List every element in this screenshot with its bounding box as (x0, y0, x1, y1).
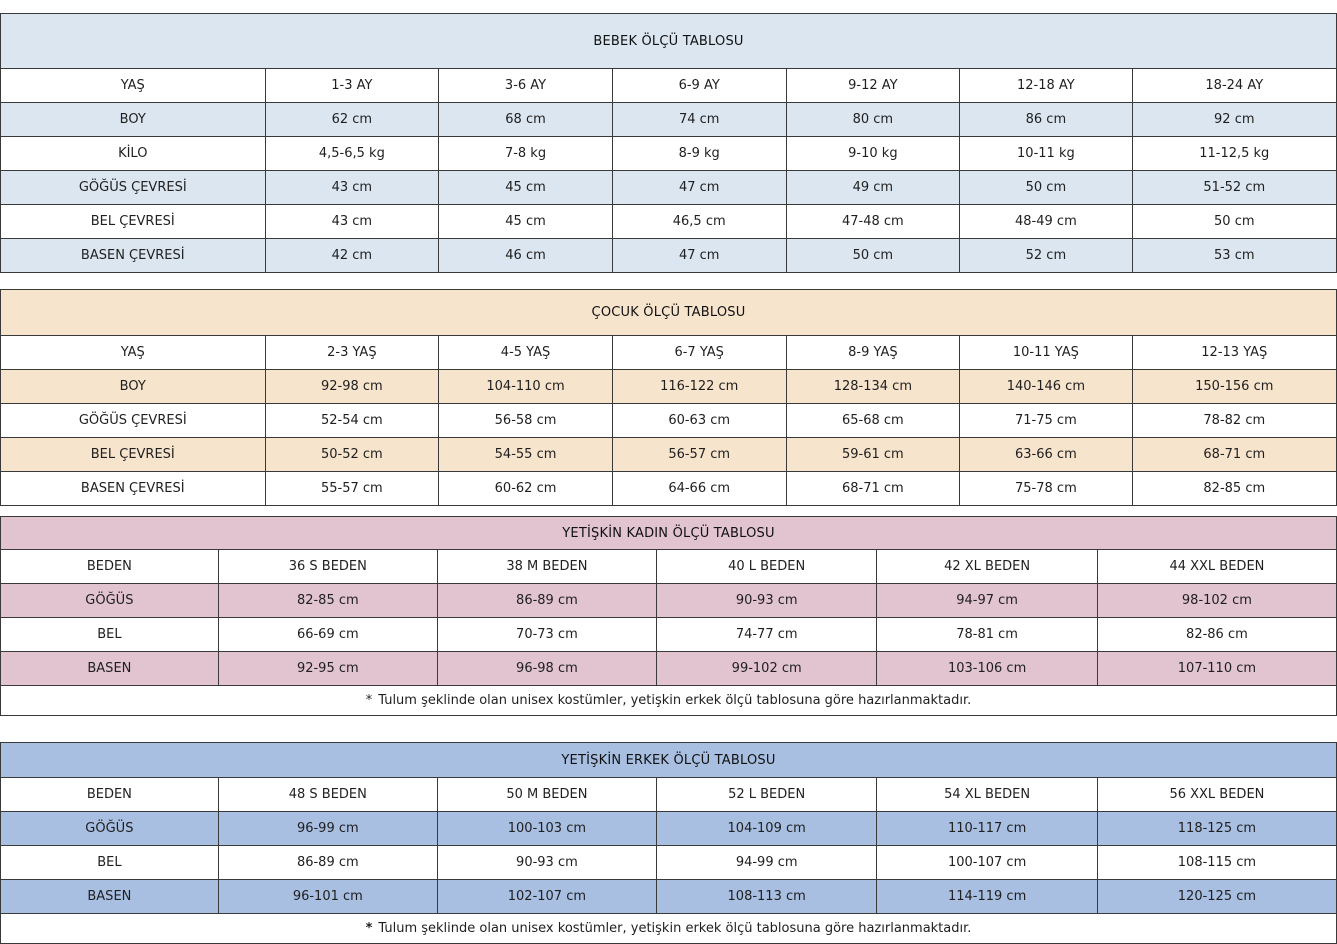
value-cell: 54-55 cm (439, 438, 613, 472)
row-label-header: BEDEN (1, 778, 219, 812)
value-cell: 52 cm (960, 239, 1132, 273)
value-cell: 86 cm (960, 103, 1132, 137)
footnote-marker: * (365, 921, 373, 936)
value-cell: 107-110 cm (1097, 652, 1336, 686)
value-cell: 82-85 cm (218, 584, 437, 618)
row-label: BEL (1, 846, 219, 880)
adult-women-size-table-section (0, 516, 1337, 716)
value-cell: 108-113 cm (656, 880, 876, 914)
table-title-row (1, 517, 1337, 550)
header-row (1, 336, 1337, 370)
footnote (1, 914, 1337, 944)
value-cell: 70-73 cm (437, 618, 656, 652)
value-cell: 74 cm (612, 103, 786, 137)
row-label: BOY (1, 370, 266, 404)
value-cell: 110-117 cm (877, 812, 1097, 846)
value-cell: 86-89 cm (218, 846, 437, 880)
value-cell: 55-57 cm (265, 472, 439, 506)
column-header: 12-13 YAŞ (1132, 336, 1336, 370)
row-label: BOY (1, 103, 266, 137)
row-label: BEL (1, 618, 219, 652)
footnote-row (1, 686, 1337, 716)
table-row (1, 438, 1337, 472)
table-title-row (1, 14, 1337, 69)
value-cell: 99-102 cm (656, 652, 876, 686)
column-header: 42 XL BEDEN (877, 550, 1097, 584)
value-cell: 140-146 cm (960, 370, 1132, 404)
value-cell: 49 cm (786, 171, 960, 205)
column-header: 36 S BEDEN (218, 550, 437, 584)
value-cell: 108-115 cm (1097, 846, 1336, 880)
value-cell: 104-109 cm (656, 812, 876, 846)
header-row (1, 69, 1337, 103)
table-body (1, 103, 1337, 273)
header-row (1, 550, 1337, 584)
value-cell: 65-68 cm (786, 404, 960, 438)
table-title: ÇOCUK ÖLÇÜ TABLOSU (1, 290, 1337, 336)
row-label: BASEN ÇEVRESİ (1, 239, 266, 273)
value-cell: 96-99 cm (218, 812, 437, 846)
value-cell: 90-93 cm (437, 846, 656, 880)
column-header: 54 XL BEDEN (877, 778, 1097, 812)
value-cell: 43 cm (265, 205, 439, 239)
adult-men-size-table-section (0, 742, 1337, 944)
value-cell: 62 cm (265, 103, 439, 137)
value-cell: 60-63 cm (612, 404, 786, 438)
column-header: 12-18 AY (960, 69, 1132, 103)
value-cell: 96-101 cm (218, 880, 437, 914)
table-footer (1, 914, 1337, 944)
value-cell: 42 cm (265, 239, 439, 273)
table-row (1, 404, 1337, 438)
value-cell: 52-54 cm (265, 404, 439, 438)
value-cell: 63-66 cm (960, 438, 1132, 472)
value-cell: 104-110 cm (439, 370, 613, 404)
row-label: GÖĞÜS ÇEVRESİ (1, 404, 266, 438)
table-row (1, 137, 1337, 171)
value-cell: 82-85 cm (1132, 472, 1336, 506)
table-row (1, 812, 1337, 846)
value-cell: 11-12,5 kg (1132, 137, 1336, 171)
column-header: 18-24 AY (1132, 69, 1336, 103)
column-header: 8-9 YAŞ (786, 336, 960, 370)
table-row (1, 652, 1337, 686)
value-cell: 68-71 cm (786, 472, 960, 506)
value-cell: 59-61 cm (786, 438, 960, 472)
value-cell: 68 cm (439, 103, 613, 137)
value-cell: 74-77 cm (656, 618, 876, 652)
column-header: 6-7 YAŞ (612, 336, 786, 370)
table-row (1, 239, 1337, 273)
row-label: BASEN (1, 652, 219, 686)
header-row (1, 778, 1337, 812)
value-cell: 50 cm (1132, 205, 1336, 239)
table-row (1, 370, 1337, 404)
value-cell: 103-106 cm (877, 652, 1097, 686)
table-row (1, 472, 1337, 506)
value-cell: 50 cm (786, 239, 960, 273)
table-row (1, 846, 1337, 880)
value-cell: 114-119 cm (877, 880, 1097, 914)
value-cell: 47 cm (612, 171, 786, 205)
value-cell: 4,5-6,5 kg (265, 137, 439, 171)
value-cell: 47-48 cm (786, 205, 960, 239)
table-body (1, 584, 1337, 686)
value-cell: 10-11 kg (960, 137, 1132, 171)
row-label: BEL ÇEVRESİ (1, 205, 266, 239)
row-label: KİLO (1, 137, 266, 171)
value-cell: 8-9 kg (612, 137, 786, 171)
row-label-header: YAŞ (1, 336, 266, 370)
value-cell: 45 cm (439, 171, 613, 205)
table-row (1, 880, 1337, 914)
table-row (1, 103, 1337, 137)
value-cell: 118-125 cm (1097, 812, 1336, 846)
column-header: 9-12 AY (786, 69, 960, 103)
table-row (1, 205, 1337, 239)
row-label-header: BEDEN (1, 550, 219, 584)
footnote-text: Tulum şeklinde olan unisex kostümler, yetişkin erkek ölçü tablosuna göre hazırlanmaktadır. (378, 693, 972, 708)
value-cell: 98-102 cm (1097, 584, 1336, 618)
footnote-row (1, 914, 1337, 944)
column-header: 2-3 YAŞ (265, 336, 439, 370)
table-footer (1, 686, 1337, 716)
column-header: 56 XXL BEDEN (1097, 778, 1336, 812)
value-cell: 46 cm (439, 239, 613, 273)
row-label: BASEN (1, 880, 219, 914)
value-cell: 116-122 cm (612, 370, 786, 404)
value-cell: 92-95 cm (218, 652, 437, 686)
table-title-row (1, 743, 1337, 778)
adult-women-size-table (0, 516, 1337, 716)
row-label: GÖĞÜS ÇEVRESİ (1, 171, 266, 205)
column-header: 38 M BEDEN (437, 550, 656, 584)
footnote-text: Tulum şeklinde olan unisex kostümler, yetişkin erkek ölçü tablosuna göre hazırlanmaktadır. (378, 921, 972, 936)
value-cell: 92 cm (1132, 103, 1336, 137)
value-cell: 150-156 cm (1132, 370, 1336, 404)
table-title: YETİŞKİN KADIN ÖLÇÜ TABLOSU (1, 517, 1337, 550)
table-title-row (1, 290, 1337, 336)
value-cell: 46,5 cm (612, 205, 786, 239)
value-cell: 53 cm (1132, 239, 1336, 273)
child-size-table-section (0, 289, 1337, 506)
column-header: 44 XXL BEDEN (1097, 550, 1336, 584)
value-cell: 96-98 cm (437, 652, 656, 686)
column-header: 3-6 AY (439, 69, 613, 103)
value-cell: 75-78 cm (960, 472, 1132, 506)
value-cell: 82-86 cm (1097, 618, 1336, 652)
value-cell: 100-107 cm (877, 846, 1097, 880)
value-cell: 100-103 cm (437, 812, 656, 846)
column-header: 50 M BEDEN (437, 778, 656, 812)
table-row (1, 171, 1337, 205)
table-body (1, 812, 1337, 914)
column-header: 1-3 AY (265, 69, 439, 103)
value-cell: 86-89 cm (437, 584, 656, 618)
value-cell: 94-97 cm (877, 584, 1097, 618)
column-header: 6-9 AY (612, 69, 786, 103)
value-cell: 47 cm (612, 239, 786, 273)
value-cell: 43 cm (265, 171, 439, 205)
value-cell: 9-10 kg (786, 137, 960, 171)
row-label: GÖĞÜS (1, 584, 219, 618)
value-cell: 128-134 cm (786, 370, 960, 404)
adult-men-size-table (0, 742, 1337, 944)
value-cell: 78-81 cm (877, 618, 1097, 652)
baby-size-table (0, 13, 1337, 273)
column-header: 48 S BEDEN (218, 778, 437, 812)
value-cell: 90-93 cm (656, 584, 876, 618)
table-row (1, 584, 1337, 618)
baby-size-table-section (0, 13, 1337, 273)
table-title: BEBEK ÖLÇÜ TABLOSU (1, 14, 1337, 69)
child-size-table (0, 289, 1337, 506)
column-header: 52 L BEDEN (656, 778, 876, 812)
value-cell: 120-125 cm (1097, 880, 1336, 914)
row-label: GÖĞÜS (1, 812, 219, 846)
footnote (1, 686, 1337, 716)
value-cell: 60-62 cm (439, 472, 613, 506)
value-cell: 78-82 cm (1132, 404, 1336, 438)
row-label: BASEN ÇEVRESİ (1, 472, 266, 506)
column-header: 4-5 YAŞ (439, 336, 613, 370)
value-cell: 94-99 cm (656, 846, 876, 880)
value-cell: 64-66 cm (612, 472, 786, 506)
value-cell: 56-58 cm (439, 404, 613, 438)
value-cell: 102-107 cm (437, 880, 656, 914)
value-cell: 50-52 cm (265, 438, 439, 472)
value-cell: 7-8 kg (439, 137, 613, 171)
table-title: YETİŞKİN ERKEK ÖLÇÜ TABLOSU (1, 743, 1337, 778)
value-cell: 66-69 cm (218, 618, 437, 652)
value-cell: 56-57 cm (612, 438, 786, 472)
row-label: BEL ÇEVRESİ (1, 438, 266, 472)
value-cell: 92-98 cm (265, 370, 439, 404)
table-row (1, 618, 1337, 652)
footnote-marker: * (365, 693, 373, 708)
value-cell: 51-52 cm (1132, 171, 1336, 205)
row-label-header: YAŞ (1, 69, 266, 103)
value-cell: 48-49 cm (960, 205, 1132, 239)
value-cell: 71-75 cm (960, 404, 1132, 438)
value-cell: 45 cm (439, 205, 613, 239)
column-header: 10-11 YAŞ (960, 336, 1132, 370)
value-cell: 80 cm (786, 103, 960, 137)
value-cell: 68-71 cm (1132, 438, 1336, 472)
value-cell: 50 cm (960, 171, 1132, 205)
table-body (1, 370, 1337, 506)
column-header: 40 L BEDEN (656, 550, 876, 584)
